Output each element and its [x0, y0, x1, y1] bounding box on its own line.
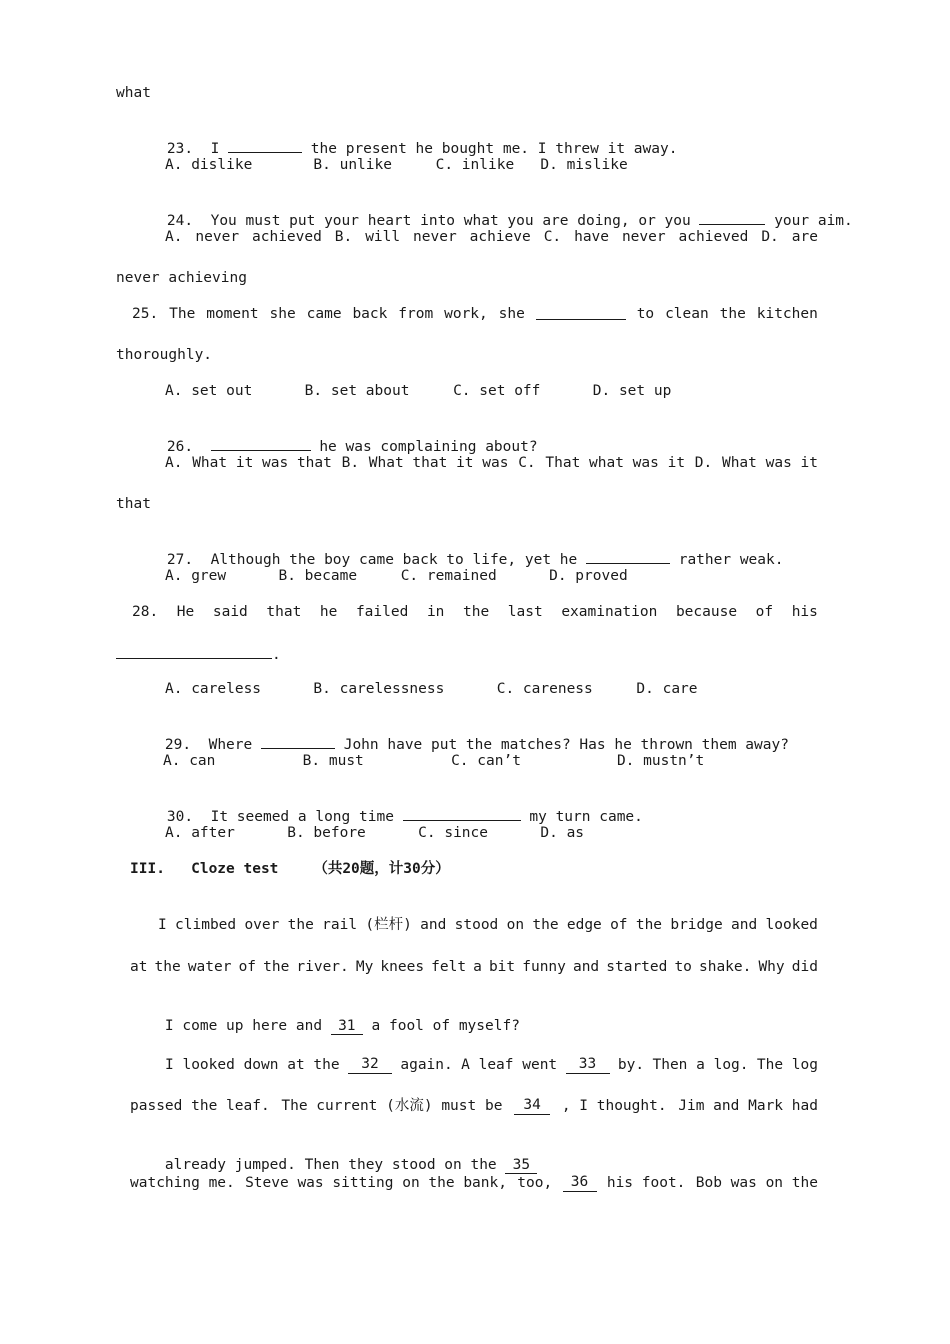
answer-blank[interactable] [116, 644, 272, 659]
question-text: You must put your heart into what you are doing, or you [210, 213, 691, 229]
question-word: in [426, 604, 445, 620]
passage-word: bridge [670, 917, 723, 933]
question-text: Where [208, 737, 253, 753]
question-word: to [636, 306, 655, 322]
passage-word: of [610, 917, 628, 933]
passage-word: Why [758, 959, 785, 975]
passage-word: at [130, 959, 148, 975]
option-word: achieved [252, 229, 322, 245]
passage-text: his foot. [606, 1175, 686, 1191]
question-28 [132, 603, 818, 621]
question-number: 27. [166, 552, 194, 568]
question-text: my turn came. [529, 809, 643, 825]
passage-text: already jumped. Then they stood on the [164, 1157, 497, 1173]
option-word: C. [518, 455, 536, 471]
passage-word: funny [522, 959, 566, 975]
passage-word: felt [431, 959, 467, 975]
question-word: 28. [132, 604, 159, 620]
passage-word: rail [322, 917, 358, 933]
option-word: never [413, 229, 457, 245]
passage-word: and [572, 959, 600, 975]
option-word: never [195, 229, 240, 245]
passage-word: of [238, 959, 257, 975]
option-word: B. [334, 229, 353, 245]
passage-text: watching me. [130, 1175, 235, 1191]
passage-text: too, [517, 1175, 553, 1191]
passage-word: bit [488, 959, 516, 975]
passage-text: by. [617, 1057, 645, 1073]
passage-text: passed the leaf. [130, 1098, 270, 1114]
passage-word: did [791, 959, 818, 975]
question-25 [132, 305, 818, 323]
question-29-options: A. can B. must C. can’t D. mustn’t [163, 753, 705, 769]
passage-line [130, 999, 520, 1053]
question-text: John have put the matches? Has he thrown them away? [343, 737, 789, 753]
question-30-options: A. after B. before C. since D. as [165, 825, 585, 841]
question-28-options: A. careless B. carelessness C. careness D. care [165, 681, 698, 697]
options-continuation: never achieving [116, 270, 247, 286]
passage-line [130, 1174, 818, 1192]
question-word: failed [355, 604, 409, 620]
question-number: 26. [166, 439, 194, 455]
passage-word: over [244, 917, 280, 933]
passage-word: started [606, 959, 668, 975]
question-28-blank-line: . [116, 644, 281, 664]
question-word: from [398, 306, 434, 322]
option-word: What that it was [368, 455, 509, 471]
answer-blank[interactable] [403, 806, 521, 821]
passage-word: the [287, 917, 314, 933]
passage-text: , I thought. [561, 1098, 667, 1114]
passage-word: to [674, 959, 692, 975]
option-word: What was it [721, 455, 818, 471]
passage-word: stood [454, 917, 499, 933]
question-23-options: A. dislike B. unlike C. inlike D. mislike [165, 157, 628, 173]
passage-text: a fool of myself? [371, 1018, 520, 1034]
question-continuation: thoroughly. [116, 347, 213, 363]
passage-word: and [420, 917, 447, 933]
question-text: your aim. [774, 213, 853, 229]
passage-word: climbed [175, 917, 237, 933]
question-26-options [165, 454, 818, 472]
passage-word: I [158, 917, 167, 933]
answer-blank[interactable] [699, 210, 765, 225]
passage-line [130, 958, 818, 976]
passage-line [158, 916, 818, 934]
passage-text: Then a log. [652, 1057, 749, 1073]
question-word: examination [561, 604, 658, 620]
question-word: of [755, 604, 774, 620]
passage-text: Bob was on the [695, 1175, 818, 1191]
option-word: have [574, 229, 610, 245]
question-text: It seemed a long time [210, 809, 394, 825]
question-word: he [319, 604, 338, 620]
passage-word: knees [380, 959, 425, 975]
cloze-blank-34[interactable]: 34 [514, 1097, 550, 1115]
cloze-blank-31[interactable]: 31 [331, 1018, 363, 1035]
question-number: 24. [166, 213, 194, 229]
passage-word: looked [765, 917, 818, 933]
option-word: never [621, 229, 666, 245]
question-word: his [791, 604, 818, 620]
question-text: rather weak. [678, 552, 784, 568]
question-word: said [212, 604, 248, 620]
question-word: because [675, 604, 738, 620]
passage-line [130, 1097, 818, 1115]
passage-text: The log [756, 1057, 818, 1073]
passage-word: the [635, 917, 663, 933]
question-word: clean [665, 306, 709, 322]
question-word: she [269, 306, 296, 322]
option-word: What it was that [192, 455, 332, 471]
question-24-options [165, 228, 818, 246]
question-word: 25. [132, 306, 159, 322]
question-word: she [498, 306, 525, 322]
question-number: 30. [166, 809, 194, 825]
passage-word: on [506, 917, 525, 933]
answer-blank[interactable] [211, 436, 311, 451]
passage-text: I come up here and [164, 1018, 323, 1034]
answer-blank[interactable] [228, 138, 302, 153]
option-word: achieved [678, 229, 749, 245]
question-text: the present he bought me. I threw it away. [310, 141, 678, 157]
options-continuation: that [116, 496, 151, 512]
option-word: That what was it [545, 455, 686, 471]
passage-line [165, 1056, 818, 1074]
cloze-blank-36[interactable]: 36 [563, 1174, 597, 1192]
question-word: last [507, 604, 543, 620]
passage-text: The current (水流) must be [281, 1098, 503, 1114]
question-word: kitchen [756, 306, 818, 322]
cloze-blank-33[interactable]: 33 [566, 1056, 610, 1074]
question-word: the [463, 604, 490, 620]
question-number: 29. [164, 737, 192, 753]
passage-word: water [187, 959, 232, 975]
continuation-line: what [116, 85, 151, 101]
question-text: I [210, 141, 220, 157]
question-text: he was complaining about? [319, 439, 538, 455]
passage-text: again. [400, 1057, 453, 1073]
passage-word: edge [566, 917, 602, 933]
answer-blank[interactable] [586, 549, 670, 564]
cloze-blank-32[interactable]: 32 [348, 1056, 392, 1074]
passage-word: the [263, 959, 290, 975]
question-27-options: A. grew B. became C. remained D. proved [165, 568, 628, 584]
question-number: 23. [166, 141, 194, 157]
question-word: came [306, 306, 342, 322]
question-word: He [176, 604, 195, 620]
option-word: B. [341, 455, 360, 471]
question-word: The [169, 306, 196, 322]
passage-word: My [355, 959, 374, 975]
question-word: the [719, 306, 746, 322]
section-heading: III. Cloze test （共20题，计30分） [130, 861, 450, 877]
passage-word: a [473, 959, 482, 975]
question-word: moment [206, 306, 259, 322]
question-word: that [266, 604, 302, 620]
passage-text: Jim and Mark had [678, 1098, 818, 1114]
answer-blank[interactable] [261, 734, 335, 749]
passage-word: (栏杆) [365, 917, 412, 933]
answer-blank[interactable] [536, 305, 626, 320]
option-word: D. [694, 455, 713, 471]
passage-word: the [154, 959, 181, 975]
question-text: Although the boy came back to life, yet he [210, 552, 578, 568]
option-word: achieve [469, 229, 531, 245]
passage-text: A leaf went [461, 1057, 558, 1073]
passage-word: the [532, 917, 559, 933]
passage-text: Steve was sitting on the bank, [245, 1175, 507, 1191]
option-word: are [791, 229, 818, 245]
option-word: C. [543, 229, 562, 245]
option-word: A. [165, 455, 183, 471]
passage-text: I looked down at the [165, 1057, 340, 1073]
option-word: D. [761, 229, 779, 245]
question-word: work, [444, 306, 488, 322]
passage-word: river. [296, 959, 349, 975]
cloze-blank-35[interactable]: 35 [505, 1157, 537, 1174]
option-word: A. [165, 229, 183, 245]
option-word: will [365, 229, 401, 245]
passage-word: and [731, 917, 758, 933]
question-word: back [352, 306, 388, 322]
question-25-options: A. set out B. set about C. set off D. set up [165, 383, 672, 399]
passage-word: shake. [698, 959, 752, 975]
